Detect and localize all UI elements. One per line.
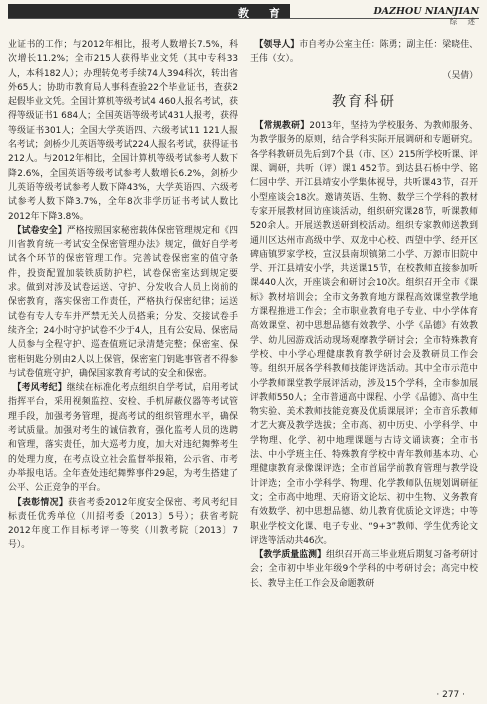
left-paragraph-3: 【考风考纪】继续在标准化考点组织自学考试，启用考试指挥平台，采用视频监控、安检、手机屏蔽仪器等考试管理手段，加强考务管理，提高考试的组织管理水平，确保考试质量。加强对考生的诚信教育，强化监考人员的选聘和管理，落实责任，加大巡考力度，加大对违纪舞弊考生的处理力度，在考点设立社会监督举报箱，公示省、市考办举报电话。全年查处违纪舞弊事件29起，为考生搭建了公平、公正竞争的平台。 (8, 383, 239, 494)
header-section: 教 育 (238, 7, 288, 20)
header-divider (8, 18, 479, 19)
section-title: 教育科研 (332, 93, 396, 110)
left-paragraph-4: 【表彰情况】获省考委2012年度安全保密、考风考纪目标责任优秀单位（川招考委〔2013〕5号）；获省考院2012年度工作目标考评一等奖（川教考院〔2013〕7号）。 (8, 497, 239, 551)
entry-tag: 【试卷安全】 (17, 225, 67, 236)
entry-tag: 【考风考纪】 (17, 383, 67, 394)
left-paragraph-2: 【试卷安全】严格按照国家秘密载体保密管理规定和《四川省教育统一考试安全保密管理办法》规定，做好自学考试各个环节的保密管理工作。完善试卷保密室的值守条件，投资配置加装铁质防护栏，试卷保密室达到规定要求。做到对涉及试卷运送、守护、分发收合人员上岗前的保密教育，落实保密工作责任，严格执行保密纪律；运送试卷有专人专车并严禁无关人员搭乘；分发、交接试卷手续齐全；24小时守护试卷不少于4人，且有公安局、保密局人员参与全程守护、巡查值班记录清楚完整；保密室、保密柜钥匙分别由2人以上保管，保密室门钥匙事管者不得参与试卷值班守护，确保国家教育考试的安全和保密。 (8, 225, 239, 379)
left-paragraph-1: 业证书的工作；与2012年相比，报考人数增长7.5%，科次增长11.2%；全市215人获得毕业文凭（其中专科33人，本科182人）；办理转免考手续74人394科次，转出省外65人；协助市教育局人事科查验22个毕业证书，查获2起假毕业文凭。全国计算机等级考试4 460人报名考试，获得等级证书1 684人；全国英语等级考试431人报考，获得等级证书301人；全国大学英语四、六级考试11 121人报名考试；剑桥少儿英语等级考试224人报名考试，获得证书212人。与2012年相比，全国计算机等级考试参考人数下降2.6%，全国英语等级考试参考人数增长6.2%，剑桥少儿英语等级考试参考人数下降43%，大学英语四、六级考试参考人数下降3.7%，全年8次非学历证书考试人数比2012年下降3.8%。 (8, 40, 238, 222)
right-paragraph-1: 【常规教研】2013年，坚持为学校服务、为教师服务、为教学服务的原则，结合学科实际开展调研和专题研究。各学科教研员先后到7个县（市、区）215所学校听课、评课、调研，共听（评）课1 452节。到达县石桥中学、铭仁园中学、开江县靖安小学集体视导，共听课43节，召开小型座谈会18次。邀请英语、生物、数学三个学科的教材专家开展教材回访座谈活动，组织研究课28节，听课教师520余人。开展送教送研到校活动。组织专家教师送教到通川区达州市高级中学、双龙中心校、西望中学、经开区碑庙镇罗家学校，宣汉县南坝镇第二小学、万源市旧院中学、开江县靖安小学，共送课15节，在校教师直接参加听课440人次，开座谈会和研讨会10次。组织召开全市《课标》教材培训会；全市文务教育地方课程高效课堂教学地方课程推进工作会；全市职业教育电子专业、中小学体育高效课堂、初中思想品德有效教学、小学《品德》有效教学、幼儿园游戏活动现场观摩教学研讨会；全市特殊教育学校、中小学心理健康教育教学研讨会及教研员工作会等。组织开展各学科教师技能评选活动。其中全市示范中小学教师课堂教学展评活动，涉及15个学科，全市参加展评教师550人；全市普通高中课程、小学《品德》、高中生物实验、美术教师技能竞赛及优质课展评；全市音乐教师才艺大赛及教学选拔；全市高、初中历史、小学科学、中学物理、化学、初中地理课题与古诗文诵读赛；全市书法、中小学班主任、特殊教育学校中青年教师基本功、心理健康教育录像课评选；全市首届学前教育管理与教学设计评选；全市小学科学、物理、化学教师队伍规划调研征文；全市高中地理、天府语文论坛、初中生物、义务教育有效数学、初中思想品德、幼儿教育优质论文评选；中等职业学校文化课、电子专业、“9+3”教师、学生优秀论文评选等活动共46次。 (250, 121, 478, 546)
left-column (8, 38, 238, 553)
entry-tag: 【常规教研】 (259, 121, 310, 132)
header-journal-name: DAZHOU NIANJIAN (373, 6, 479, 17)
page-header (8, 4, 479, 26)
page-number: · 277 · (436, 690, 465, 700)
right-column (250, 38, 478, 591)
leaders-paragraph: 【领导人】市自考办公室主任：陈勇；副主任：梁晓佳、王伟（女）。 (250, 40, 479, 65)
right-paragraph-2: 【教学质量监测】组织召开高三毕业班后期复习备考研讨会；全市初中毕业年级9个学科的中考研讨会；高完中校长、教导主任工作会及命题教研 (250, 550, 479, 589)
entry-tag: 【教学质量监测】 (258, 550, 327, 561)
header-subsection: 综 述 (449, 17, 479, 26)
author-credit: （吴倩） (442, 70, 478, 81)
entry-tag: 【表彰情况】 (17, 497, 69, 508)
entry-tag: 【领导人】 (258, 40, 300, 50)
